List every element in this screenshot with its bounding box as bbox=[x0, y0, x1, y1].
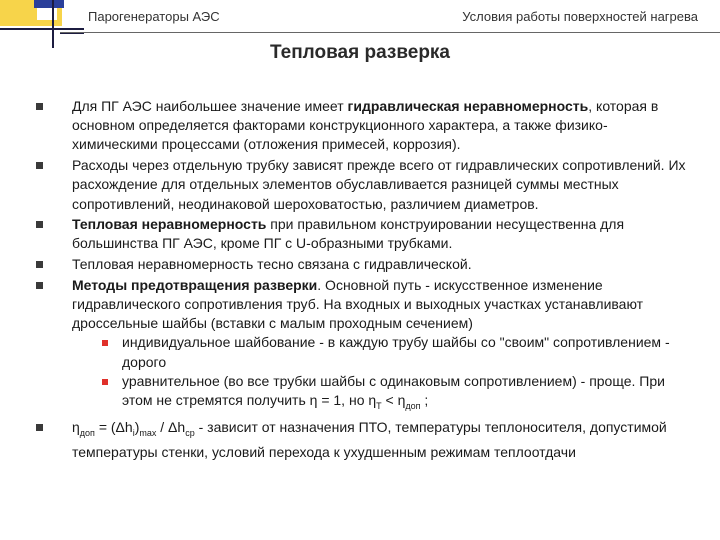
bullet-marker bbox=[36, 424, 43, 431]
subscript: доп bbox=[79, 427, 95, 438]
bullet-text: . Основной путь - искусственное изменение гидравлического сопротивления труб. На входных и выходных участках устанавливают дроссельные шайбы (вставки с малым проходным сечением) bbox=[72, 276, 644, 332]
bullet-text: Расходы через отдельную трубку зависят прежде всего от гидравлических сопротивлений. Их расхождение для отдельных элементов обуславливается разницей суммы местных сопротивлений, неодинаковой шероховатостью, различием диаметров. bbox=[72, 157, 686, 212]
bullet-marker bbox=[36, 103, 43, 110]
bullet-bold-text: Методы предотвращения разверки bbox=[72, 276, 318, 293]
bullet-item bbox=[36, 276, 686, 416]
sub-bullet-text: ; bbox=[420, 392, 429, 409]
bullet-marker bbox=[36, 162, 43, 169]
bullet-item bbox=[36, 418, 686, 462]
sub-bullet-text: индивидуальное шайбование - в каждую трубу шайбы со "своим" сопротивлением - дорого bbox=[122, 334, 670, 370]
bullet-marker bbox=[36, 282, 43, 289]
bullet-item bbox=[36, 215, 686, 253]
header-course-title: Парогенераторы АЭС bbox=[88, 9, 220, 24]
sub-bullet-item bbox=[88, 372, 686, 416]
bullet-text: , которая в основном определяется факторами конструкционного характера, а также физико-химическими процессами (отложения примесей, коррозия). bbox=[72, 98, 659, 153]
subscript: доп bbox=[405, 400, 421, 411]
bullet-item bbox=[36, 255, 686, 274]
slide-title: Тепловая разверка bbox=[269, 42, 451, 63]
formula-text: η bbox=[72, 418, 80, 435]
bullet-text: - зависит от назначения ПТО, температуры теплоносителя, допустимой температуры стенки, условий перехода к ухудшенным режимам теплоотдачи bbox=[72, 418, 667, 460]
corner-ornament-blue bbox=[34, 0, 64, 8]
formula-text: = (Δh bbox=[94, 418, 133, 435]
bullet-bold-text: Тепловая неравномерность bbox=[72, 216, 267, 233]
sub-bullet-text: уравнительное (во все трубки шайбы с одинаковым сопротивлением) - проще. При этом не стремятся получить η = 1, но η bbox=[122, 372, 665, 409]
bullet-marker bbox=[36, 261, 43, 268]
sub-bullet-item bbox=[88, 333, 686, 371]
subscript: max bbox=[139, 427, 157, 438]
header-divider bbox=[60, 32, 720, 33]
corner-ornament-vline bbox=[52, 0, 54, 48]
subscript: ср bbox=[185, 427, 195, 438]
sub-bullet-marker bbox=[102, 379, 108, 385]
formula-text: ) bbox=[134, 418, 140, 435]
formula-text: / Δh bbox=[156, 418, 186, 435]
bullet-item bbox=[36, 156, 686, 214]
sub-bullet-marker bbox=[102, 340, 108, 346]
corner-ornament-hline bbox=[0, 28, 84, 30]
bullet-item bbox=[36, 97, 686, 155]
subscript: i bbox=[132, 427, 135, 438]
sub-bullet-text: < η bbox=[381, 392, 406, 409]
corner-ornament-hline2 bbox=[60, 33, 84, 34]
subscript: Т bbox=[376, 400, 382, 411]
bullet-text: Для ПГ АЭС наибольшее значение имеет bbox=[72, 98, 348, 114]
header-section-title: Условия работы поверхностей нагрева bbox=[462, 9, 698, 24]
slide-content bbox=[36, 97, 686, 463]
bullet-text: при правильном конструировании несущественна для большинства ПГ АЭС, кроме ПГ с U-образными трубками. bbox=[72, 216, 625, 252]
bullet-bold-text: гидравлическая неравномерность bbox=[347, 98, 589, 114]
bullet-marker bbox=[36, 221, 43, 228]
bullet-text: Тепловая неравномерность тесно связана с гидравлической. bbox=[72, 256, 472, 273]
